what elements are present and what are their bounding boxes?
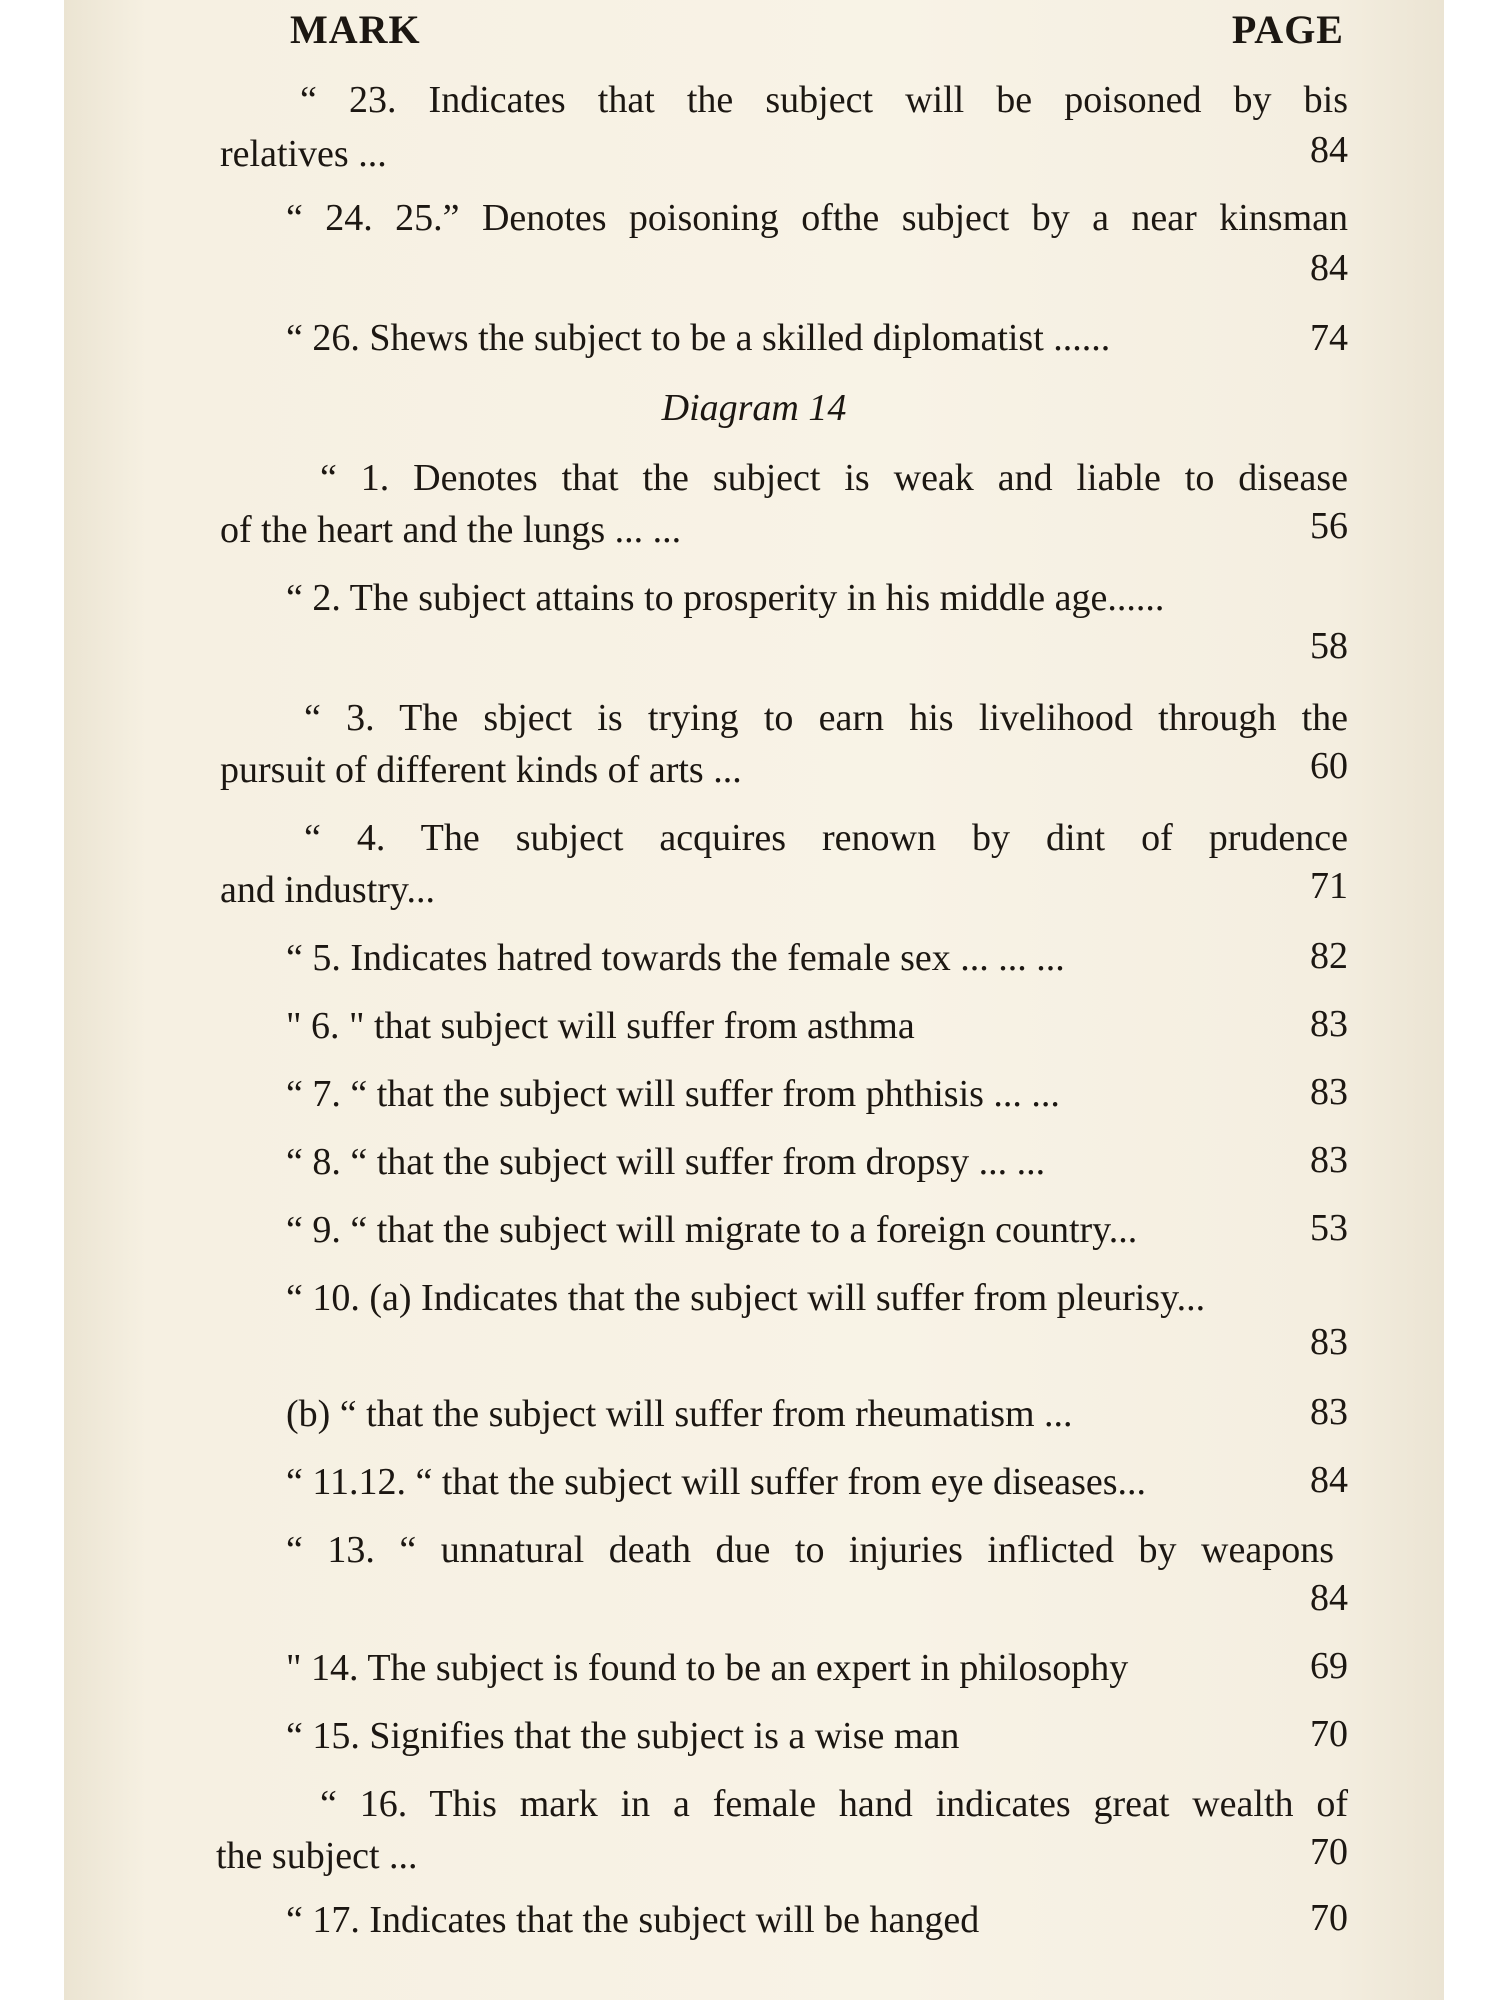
entry-13-page: 84 bbox=[1310, 1577, 1348, 1619]
entry-16-page: 70 bbox=[1310, 1831, 1348, 1873]
entry-3-line1: “ 3. The sbject is trying to earn his livelihood through the bbox=[304, 697, 1348, 739]
entry-3-line2: pursuit of different kinds of arts ... bbox=[220, 749, 742, 791]
entry-2-page: 58 bbox=[1310, 625, 1348, 667]
entry-3-page: 60 bbox=[1310, 745, 1348, 787]
entry-2-line1: “ 2. The subject attains to prosperity in his middle age...... bbox=[286, 577, 1165, 619]
book-page bbox=[64, 0, 1444, 2000]
entry-14-line1: " 14. The subject is found to be an expert in philosophy bbox=[286, 1647, 1129, 1689]
entry-24-line1: “ 24. 25.” Denotes poisoning ofthe subject by a near kinsman bbox=[286, 197, 1348, 239]
entry-8-line1: “ 8. “ that the subject will suffer from dropsy ... ... bbox=[286, 1141, 1046, 1183]
entry-11-12-page: 84 bbox=[1310, 1459, 1348, 1501]
entry-14-page: 69 bbox=[1310, 1645, 1348, 1687]
entry-5-page: 82 bbox=[1310, 935, 1348, 977]
entry-11-12-line1: “ 11.12. “ that the subject will suffer from eye diseases... bbox=[286, 1461, 1147, 1503]
entry-16-line1: “ 16. This mark in a female hand indicates great wealth of bbox=[320, 1783, 1348, 1825]
entry-9-line1: “ 9. “ that the subject will migrate to a foreign country... bbox=[286, 1209, 1138, 1251]
entry-23-line1: “ 23. Indicates that the subject will be poisoned by bis bbox=[300, 79, 1348, 121]
entry-13-line1: “ 13. “ unnatural death due to injuries inflicted by weapons bbox=[286, 1529, 1334, 1571]
diagram-title: Diagram 14 bbox=[661, 387, 847, 429]
entry-23-page: 84 bbox=[1310, 129, 1348, 171]
entry-8-page: 83 bbox=[1310, 1139, 1348, 1181]
entry-6-page: 83 bbox=[1310, 1003, 1348, 1045]
entry-26-page: 74 bbox=[1310, 317, 1348, 359]
entry-4-line2: and industry... bbox=[220, 869, 435, 911]
entry-24-page: 84 bbox=[1310, 247, 1348, 289]
entry-7-page: 83 bbox=[1310, 1071, 1348, 1113]
entry-17-page: 70 bbox=[1310, 1897, 1348, 1939]
entry-1-page: 56 bbox=[1310, 505, 1348, 547]
entry-6-line1: " 6. " that subject will suffer from asthma bbox=[286, 1005, 915, 1047]
entry-15-line1: “ 15. Signifies that the subject is a wise man bbox=[286, 1715, 960, 1757]
page-header: PAGE bbox=[1231, 7, 1344, 52]
entry-26-line1: “ 26. Shews the subject to be a skilled diplomatist ...... bbox=[286, 317, 1111, 359]
entry-10a-page: 83 bbox=[1310, 1321, 1348, 1363]
entry-4-page: 71 bbox=[1310, 865, 1348, 907]
entry-10b-page: 83 bbox=[1310, 1391, 1348, 1433]
entry-7-line1: “ 7. “ that the subject will suffer from phthisis ... ... bbox=[286, 1073, 1060, 1115]
entry-15-page: 70 bbox=[1310, 1713, 1348, 1755]
entry-9-page: 53 bbox=[1310, 1207, 1348, 1249]
entry-1-line2: of the heart and the lungs ... ... bbox=[220, 509, 682, 551]
entry-17-line1: “ 17. Indicates that the subject will be hanged bbox=[286, 1899, 980, 1941]
entry-1-line1: “ 1. Denotes that the subject is weak and liable to disease bbox=[320, 457, 1348, 499]
entry-16-line2: the subject ... bbox=[216, 1835, 418, 1877]
entry-5-line1: “ 5. Indicates hatred towards the female sex ... ... ... bbox=[286, 937, 1065, 979]
entry-23-line2: relatives ... bbox=[220, 133, 387, 175]
entry-10b-line1: (b) “ that the subject will suffer from rheumatism ... bbox=[286, 1393, 1073, 1435]
entry-10a-line1: “ 10. (a) Indicates that the subject will suffer from pleurisy... bbox=[286, 1277, 1206, 1319]
entry-4-line1: “ 4. The subject acquires renown by dint of prudence bbox=[304, 817, 1348, 859]
mark-header: MARK bbox=[290, 7, 421, 52]
